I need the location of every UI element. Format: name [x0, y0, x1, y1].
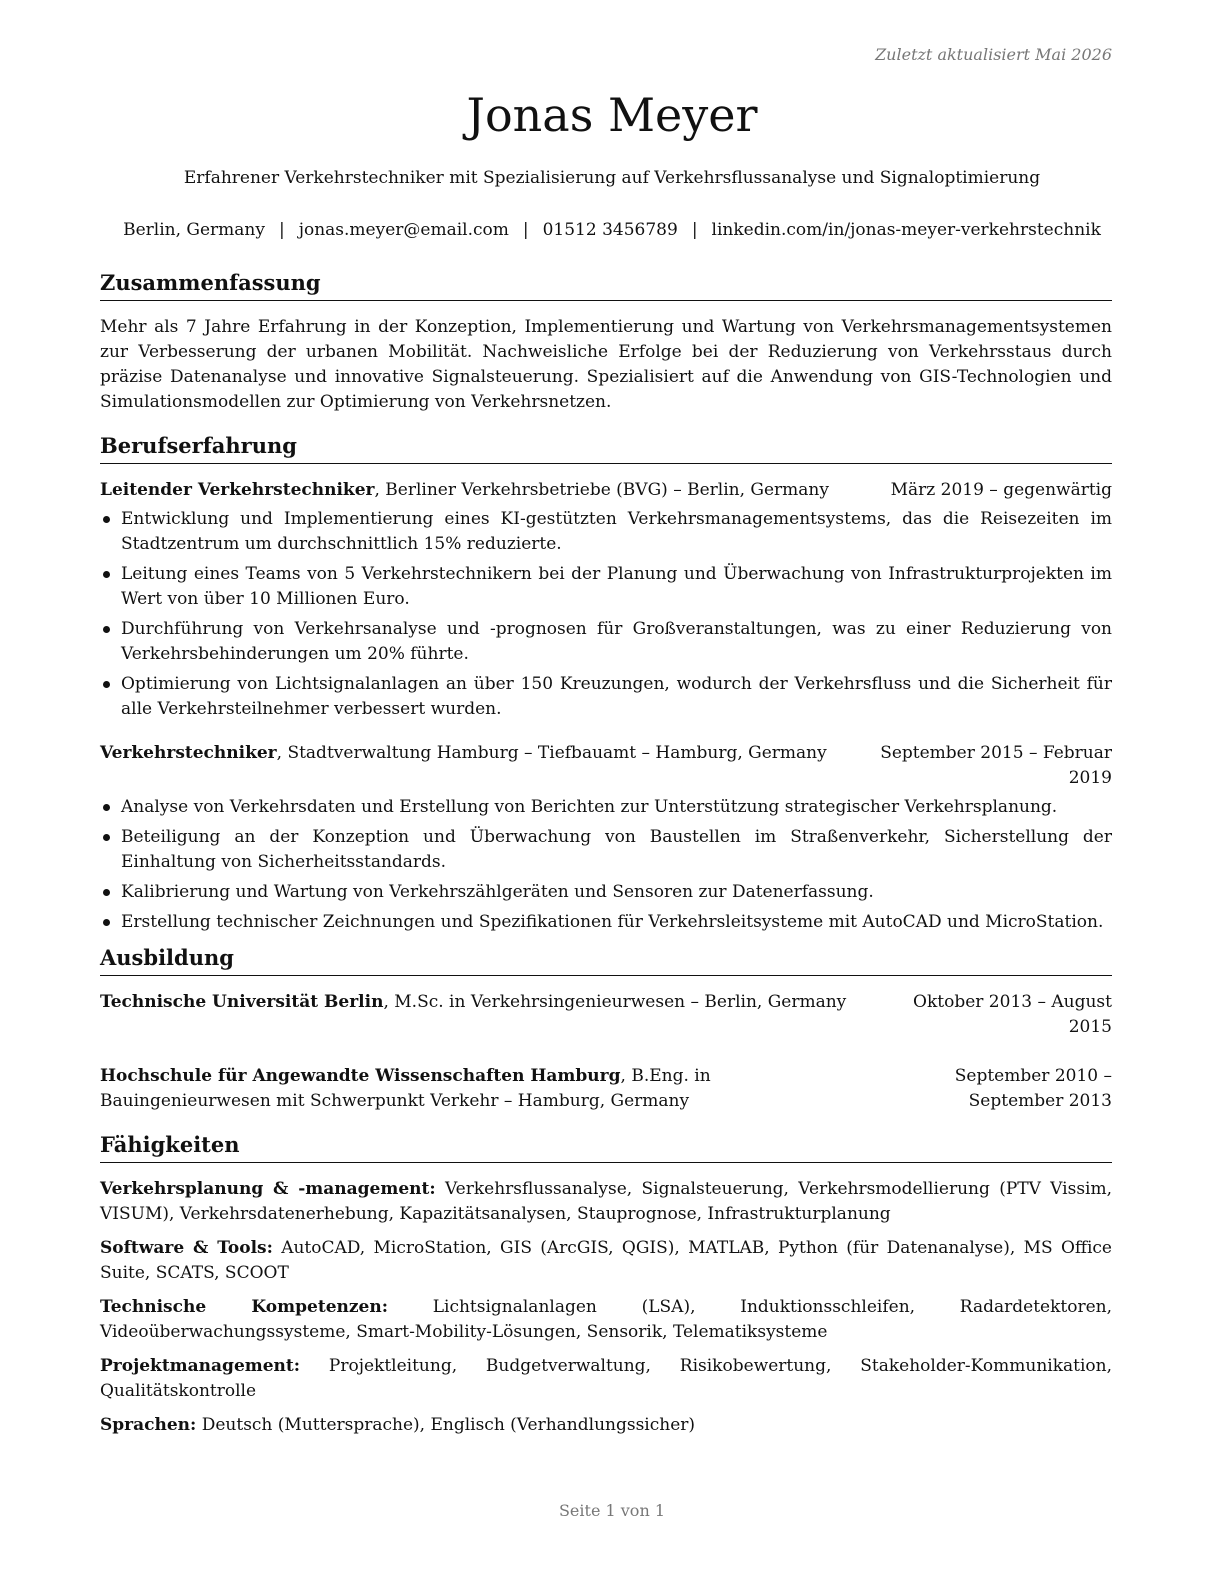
skill-group [100, 1354, 1112, 1404]
contact-linkedin[interactable]: linkedin.com/in/jonas-meyer-verkehrstechnik [711, 220, 1101, 240]
contact-location: Berlin, Germany [123, 220, 265, 240]
experience-section [100, 431, 1112, 935]
job-bullets [100, 507, 1112, 722]
skill-group [100, 1177, 1112, 1227]
skill-group [100, 1413, 1112, 1438]
education-degree: , M.Sc. in Verkehrsingenieurwesen – Berlin, Germany [383, 992, 847, 1012]
education-school-line [100, 990, 872, 1040]
job-dates: September 2015 – Februar 2019 [880, 743, 1112, 788]
contact-separator: | [691, 220, 698, 240]
job-title-line [100, 478, 882, 503]
summary-text: Mehr als 7 Jahre Erfahrung in der Konzeption, Implementierung und Wartung von Verkehrsmanagementsystemen zur Verbesserung der urbanen Mobilität. Nachweisliche Erfolge bei der Reduzierung von Verkehrsstaus durch präzise Datenanalyse und innovative Signalsteuerung. Spezialisiert auf die Anwendung von GIS-Technologien und Simulationsmodellen zur Optimierung von Verkehrsnetzen. [100, 317, 1112, 412]
skills-section [100, 1130, 1112, 1438]
job-entry [100, 478, 1112, 722]
skill-label: Verkehrsplanung & -management: [100, 1179, 436, 1199]
skill-label: Projektmanagement: [100, 1356, 301, 1376]
skill-value: Projektleitung, Budgetverwaltung, Risikobewertung, Stakeholder-Kommunikation, Qualitätskontrolle [100, 1356, 1112, 1401]
job-bullet: Erstellung technischer Zeichnungen und Spezifikationen für Verkehrsleitsysteme mit AutoCAD und MicroStation. [100, 910, 1112, 935]
education-entry [100, 990, 1112, 1040]
skill-value: AutoCAD, MicroStation, GIS (ArcGIS, QGIS), MATLAB, Python (für Datenanalyse), MS Office Suite, SCATS, SCOOT [100, 1238, 1112, 1283]
section-heading-summary: Zusammenfassung [100, 268, 1112, 301]
education-degree: , B.Eng. in Bauingenieurwesen mit Schwerpunkt Verkehr – Hamburg, Germany [100, 1066, 711, 1111]
section-heading-education: Ausbildung [100, 943, 1112, 976]
job-title: Verkehrstechniker [100, 743, 277, 763]
contact-separator: | [278, 220, 285, 240]
candidate-name: Jonas Meyer [466, 88, 758, 142]
education-school: Technische Universität Berlin [100, 992, 384, 1012]
contact-email[interactable]: jonas.meyer@email.com [298, 220, 509, 240]
contact-separator: | [522, 220, 529, 240]
skill-value: Lichtsignalanlagen (LSA), Induktionsschleifen, Radardetektoren, Videoüberwachungssysteme, Smart-Mobility-Lösungen, Sensorik, Telematiksysteme [100, 1297, 1112, 1342]
skill-value: Deutsch (Muttersprache), Englisch (Verhandlungssicher) [201, 1415, 696, 1435]
education-dates: Oktober 2013 – August 2015 [913, 992, 1112, 1037]
resume-body [100, 268, 1112, 1447]
job-header [100, 478, 1112, 503]
job-employer: , Berliner Verkehrsbetriebe (BVG) – Berlin, Germany [374, 480, 829, 500]
education-section [100, 943, 1112, 1114]
job-employer: , Stadtverwaltung Hamburg – Tiefbauamt – Hamburg, Germany [276, 743, 827, 763]
page-number: Seite 1 von 1 [558, 1501, 666, 1520]
job-bullet: Kalibrierung und Wartung von Verkehrszählgeräten und Sensoren zur Datenerfassung. [100, 880, 1112, 905]
skill-value: Verkehrsflussanalyse, Signalsteuerung, Verkehrsmodellierung (PTV Vissim, VISUM), Verkehrsdatenerhebung, Kapazitätsanalysen, Stauprognose, Infrastrukturplanung [100, 1179, 1113, 1224]
job-bullet: Durchführung von Verkehrsanalyse und -prognosen für Großveranstaltungen, was zu einer Reduzierung von Verkehrsbehinderungen um 20% führte. [100, 617, 1112, 667]
job-bullet: Beteiligung an der Konzeption und Überwachung von Baustellen im Straßenverkehr, Sicherstellung der Einhaltung von Sicherheitsstandards. [100, 825, 1112, 875]
education-dates: September 2010 – September 2013 [954, 1066, 1112, 1111]
job-bullets [100, 795, 1112, 935]
skill-label: Sprachen: [100, 1415, 197, 1435]
last-updated: Zuletzt aktualisiert Mai 2026 [875, 45, 1112, 64]
skills-list [100, 1177, 1112, 1438]
skill-label: Technische Kompetenzen: [100, 1297, 388, 1317]
education-school: Hochschule für Angewandte Wissenschaften Hamburg [100, 1066, 621, 1086]
summary-section [100, 268, 1112, 415]
job-bullet: Entwicklung und Implementierung eines KI-gestützten Verkehrsmanagementsystems, das die Reisezeiten im Stadtzentrum um durchschnittlich 15% reduzierte. [100, 507, 1112, 557]
job-bullet: Leitung eines Teams von 5 Verkehrstechnikern bei der Planung und Überwachung von Infrastrukturprojekten im Wert von über 10 Millionen Euro. [100, 562, 1112, 612]
job-title-line [100, 741, 862, 791]
education-entry [100, 1064, 1112, 1114]
contact-phone[interactable]: 01512 3456789 [542, 220, 678, 240]
section-heading-experience: Berufserfahrung [100, 431, 1112, 464]
job-entry [100, 741, 1112, 935]
job-title: Leitender Verkehrstechniker [100, 480, 375, 500]
job-bullet: Analyse von Verkehrsdaten und Erstellung von Berichten zur Unterstützung strategischer Verkehrsplanung. [100, 795, 1112, 820]
skill-group [100, 1295, 1112, 1345]
section-heading-skills: Fähigkeiten [100, 1130, 1112, 1163]
job-header [100, 741, 1112, 791]
job-bullet: Optimierung von Lichtsignalanlagen an über 150 Kreuzungen, wodurch der Verkehrsfluss und die Sicherheit für alle Verkehrsteilnehmer verbessert wurden. [100, 672, 1112, 722]
job-dates: März 2019 – gegenwärtig [890, 480, 1112, 500]
tagline: Erfahrener Verkehrstechniker mit Spezialisierung auf Verkehrsflussanalyse und Signaloptimierung [183, 168, 1041, 188]
education-school-line [100, 1064, 872, 1114]
contact-line [0, 220, 1224, 240]
skill-group [100, 1236, 1112, 1286]
skill-label: Software & Tools: [100, 1238, 273, 1258]
